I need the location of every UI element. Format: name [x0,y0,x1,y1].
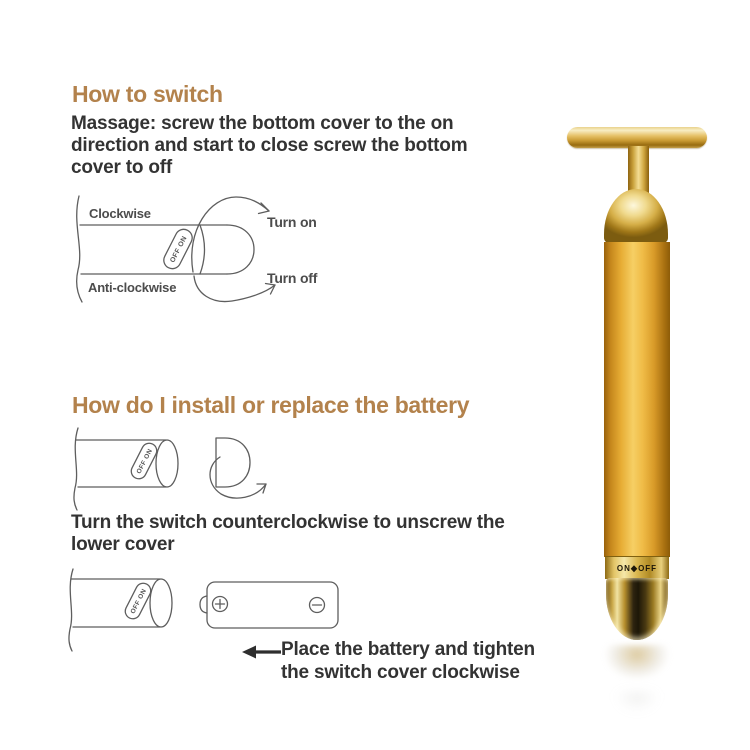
unscrew-cover-diagram [58,424,288,512]
detached-cap-outline [216,438,250,487]
product-reflection [596,645,678,699]
product-switch-marking: ON◆OFF [616,563,658,573]
switch-capsule-label: OFF ON [129,587,149,616]
product-stem [628,146,649,193]
product-t-bar-head [567,127,707,148]
body-break-line [77,196,82,302]
battery-nub [200,596,207,613]
switch-description-line: Massage: screw the bottom cover to the on [71,113,454,134]
clockwise-label: Clockwise [89,206,151,221]
turn-on-label: Turn on [267,214,317,230]
unscrew-instruction [71,512,505,556]
left-arrow-icon [241,643,281,661]
switch-description-line: direction and start to close screw the bottom [71,135,468,156]
switch-capsule [129,441,160,482]
switch-capsule [123,581,154,622]
switch-description-line: cover to off [71,157,173,178]
switch-capsule-label: OFF ON [169,235,189,264]
cap-outline [227,225,254,274]
body-break-line [69,569,73,651]
battery-plus-glyph [216,600,225,609]
battery-section-title: How do I install or replace the battery [72,392,470,418]
product-dome-connector [604,189,668,244]
product-switch-ring [605,556,669,579]
body-end-ellipse [150,579,172,627]
turn-off-label: Turn off [267,270,318,286]
body-end-ellipse [156,440,178,487]
product-reflection-fade [608,692,666,734]
unscrew-instruction-line: lower cover [71,534,175,555]
product-body [604,242,670,557]
switch-capsule [161,226,195,271]
cap-joint-arc [200,225,205,274]
anticlockwise-label: Anti-clockwise [88,280,177,295]
switch-section-title: How to switch [72,81,223,107]
place-battery-instruction [281,638,535,684]
switch-description [71,113,467,179]
turn-off-arrow [194,276,275,302]
unscrew-instruction-line: Turn the switch counterclockwise to unscrew the [71,512,505,533]
place-battery-line: Place the battery and tighten [281,639,535,660]
unscrew-rotation-arrow [210,457,266,498]
place-battery-line: the switch cover clockwise [281,662,520,683]
product-bottom-cap [606,578,668,640]
switch-capsule-label: OFF ON [135,447,155,476]
